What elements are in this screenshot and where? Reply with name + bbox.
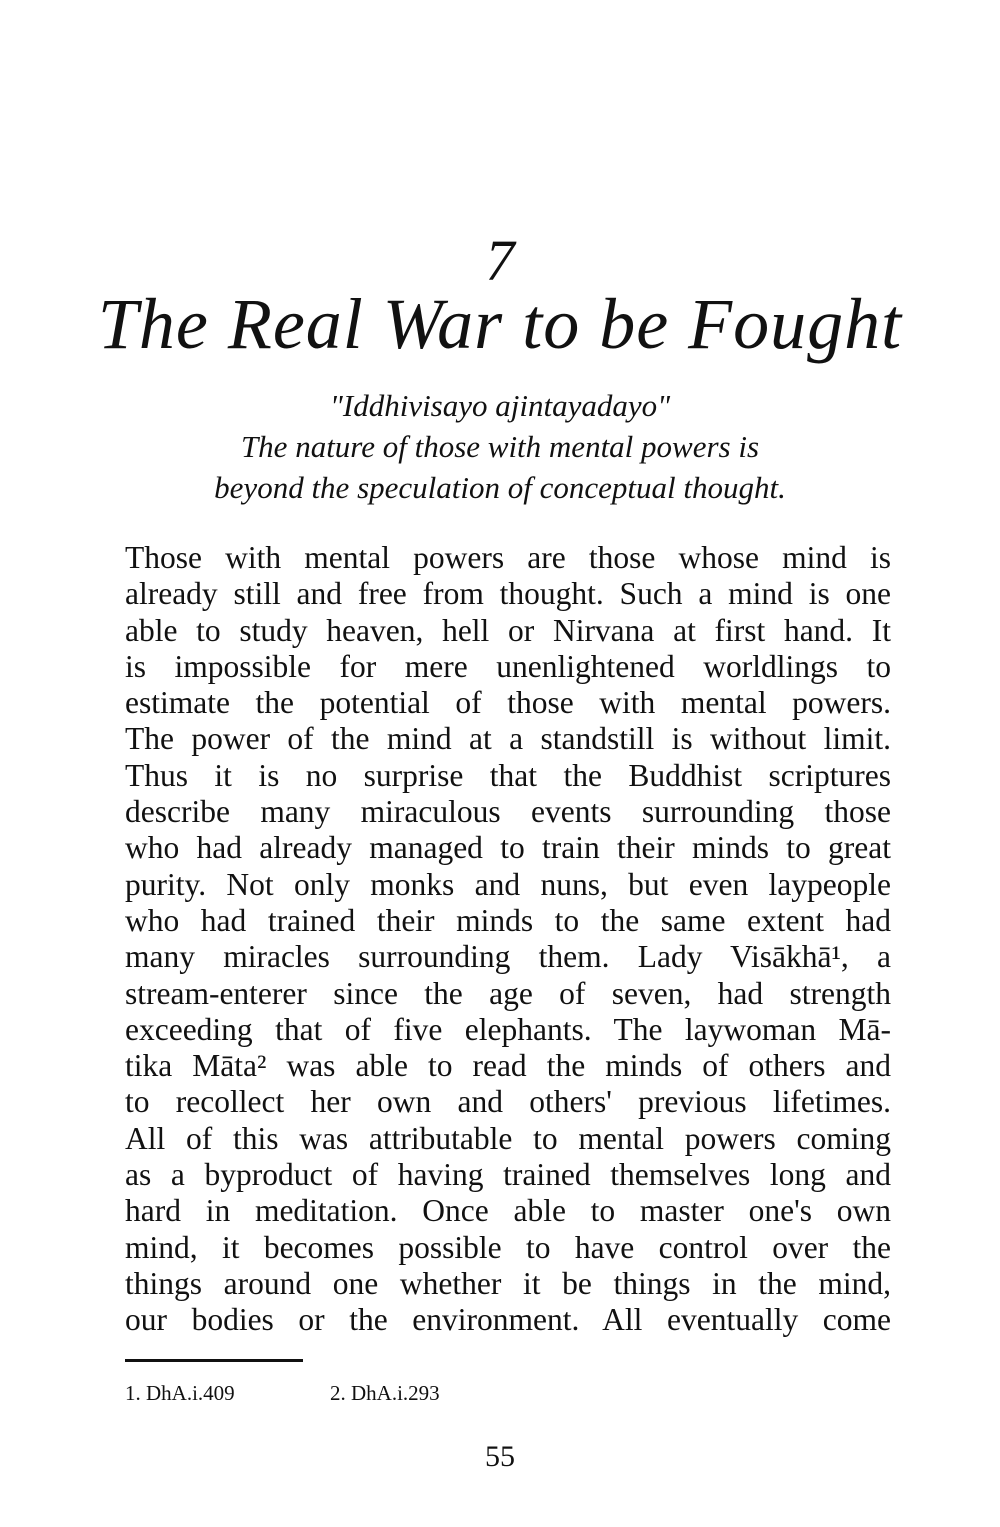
body-line: things around one whether it be things in the mind, — [125, 1265, 891, 1301]
footnote-divider — [125, 1359, 303, 1362]
body-line: already still and free from thought. Such a mind is one — [125, 576, 891, 612]
page-number: 55 — [485, 1440, 515, 1473]
epigraph — [0, 385, 1000, 508]
body-line: mind, it becomes possible to have control over the — [125, 1229, 891, 1265]
body-line: stream-enterer since the age of seven, had strength — [125, 975, 891, 1011]
body-line: describe many miraculous events surrounding those — [125, 794, 891, 830]
body-line: All of this was attributable to mental powers coming — [125, 1120, 891, 1156]
body-paragraph — [125, 540, 891, 1339]
epigraph-translation-line-2: beyond the speculation of conceptual thought. — [214, 470, 786, 505]
body-line: to recollect her own and others' previous lifetimes. — [125, 1084, 891, 1120]
body-line: purity. Not only monks and nuns, but even laypeople — [125, 866, 891, 902]
body-line: able to study heaven, hell or Nirvana at first hand. It — [125, 612, 891, 648]
body-line: tika Māta² was able to read the minds of others and — [125, 1048, 891, 1084]
body-line: who had already managed to train their minds to great — [125, 830, 891, 866]
body-line: hard in meditation. Once able to master one's own — [125, 1193, 891, 1229]
footnote-1: 1. DhA.i.409 — [125, 1381, 235, 1405]
body-line: our bodies or the environment. All eventually come — [125, 1302, 891, 1338]
chapter-number: 7 — [485, 228, 515, 293]
body-line: exceeding that of five elephants. The laywoman Mā- — [125, 1011, 891, 1047]
body-line: as a byproduct of having trained themselves long and — [125, 1157, 891, 1193]
body-line: Thus it is no surprise that the Buddhist scriptures — [125, 757, 891, 793]
body-line: The power of the mind at a standstill is without limit. — [125, 721, 891, 757]
body-line: who had trained their minds to the same extent had — [125, 902, 891, 938]
epigraph-pali: "Iddhivisayo ajintayadayo" — [329, 388, 671, 423]
epigraph-translation-line-1: The nature of those with mental powers is — [240, 429, 760, 464]
chapter-title: The Real War to be Fought — [97, 284, 903, 364]
footnote-2: 2. DhA.i.293 — [330, 1381, 440, 1405]
body-line: is impossible for mere unenlightened worldlings to — [125, 648, 891, 684]
body-line: estimate the potential of those with mental powers. — [125, 685, 891, 721]
body-line: many miracles surrounding them. Lady Visākhā¹, a — [125, 939, 891, 975]
body-line: Those with mental powers are those whose mind is — [125, 540, 891, 575]
